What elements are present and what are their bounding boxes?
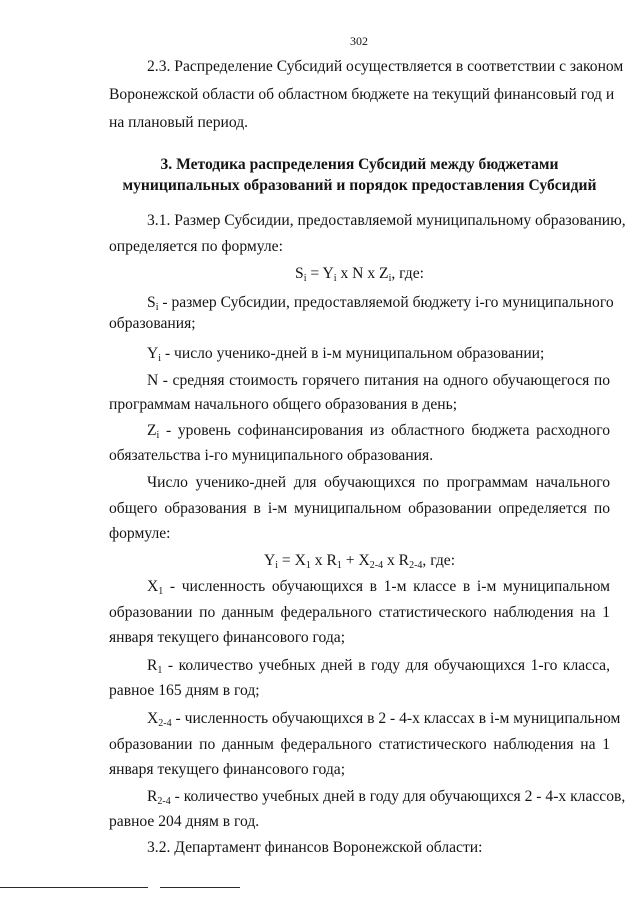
definition-x1-line-1: $X_1$ - численность обучающихся в 1-м классе в i-м муниципальном <box>147 578 610 597</box>
paragraph-days-line-2: общего образования в i-м муниципальном образовании определяется по <box>109 500 610 517</box>
definition-n-line-2: программам начального общего образования в день; <box>109 396 458 413</box>
formula-subsidy: $S_i = Y_i$ x N x $Z_i$, где: <box>295 265 424 284</box>
definition-r2-4-line-1: $R_{2-4}$ - количество учебных дней в году для обучающихся 2 - 4-х классов, <box>147 788 626 807</box>
definition-x2-4-line-2: образовании по данным федерального статистического наблюдения на 1 <box>109 736 610 753</box>
definition-x1-line-3: января текущего финансового года; <box>109 629 346 646</box>
definition-n-line-1: N - средняя стоимость горячего питания на одного обучающегося по <box>147 372 610 389</box>
paragraph-3-2: 3.2. Департамент финансов Воронежской области: <box>147 839 483 856</box>
definition-r2-4-line-2: равное 204 дням в год. <box>109 813 260 830</box>
definition-y: $Y_i$ - число ученико-дней в i-м муниципальном образовании; <box>147 345 545 364</box>
definition-r1-line-1: $R_1$ - количество учебных дней в году для обучающихся 1-го класса, <box>147 657 610 676</box>
paragraph-2-3-line-3: на плановый период. <box>109 114 249 131</box>
definition-r1-line-2: равное 165 дням в год; <box>109 682 260 699</box>
section-heading-line-2: муниципальных образований и порядок предоставления Субсидий <box>122 177 597 194</box>
footer-rule-segment <box>160 887 240 888</box>
paragraph-3-1-line-1: 3.1. Размер Субсидии, предоставляемой муниципальному образованию, <box>147 212 626 229</box>
definition-s-line-1: $S_i$ - размер Субсидии, предоставляемой бюджету i-го муниципального <box>147 294 614 313</box>
paragraph-days-line-3: формуле: <box>109 525 171 542</box>
paragraph-days-line-1: Число ученико-дней для обучающихся по программам начального <box>147 474 610 491</box>
formula-student-days: $Y_i = X_1$ x $R_1 + X_{2-4}$ x $R_{2-4}$, где: <box>263 552 456 571</box>
definition-x1-line-2: образовании по данным федерального статистического наблюдения на 1 <box>109 604 610 621</box>
definition-s-line-2: образования; <box>109 315 196 332</box>
definition-z-line-2: обязательства i-го муниципального образования. <box>109 447 434 464</box>
footer-rule <box>0 887 148 888</box>
paragraph-3-1-line-2: определяется по формуле: <box>109 238 283 255</box>
definition-x2-4-line-1: $X_{2-4}$ - численность обучающихся в 2 - 4-х классах в i-м муниципальном <box>147 710 621 729</box>
definition-x2-4-line-3: января текущего финансового года; <box>109 761 346 778</box>
paragraph-2-3-line-1: 2.3. Распределение Субсидий осуществляется в соответствии с законом <box>147 58 624 75</box>
paragraph-2-3-line-2: Воронежской области об областном бюджете на текущий финансовый год и <box>109 86 615 103</box>
definition-z-line-1: $Z_i$ - уровень софинансирования из областного бюджета расходного <box>147 422 610 441</box>
section-heading-line-1: 3. Методика распределения Субсидий между бюджетами <box>160 156 559 173</box>
page-number: 302 <box>350 34 368 48</box>
